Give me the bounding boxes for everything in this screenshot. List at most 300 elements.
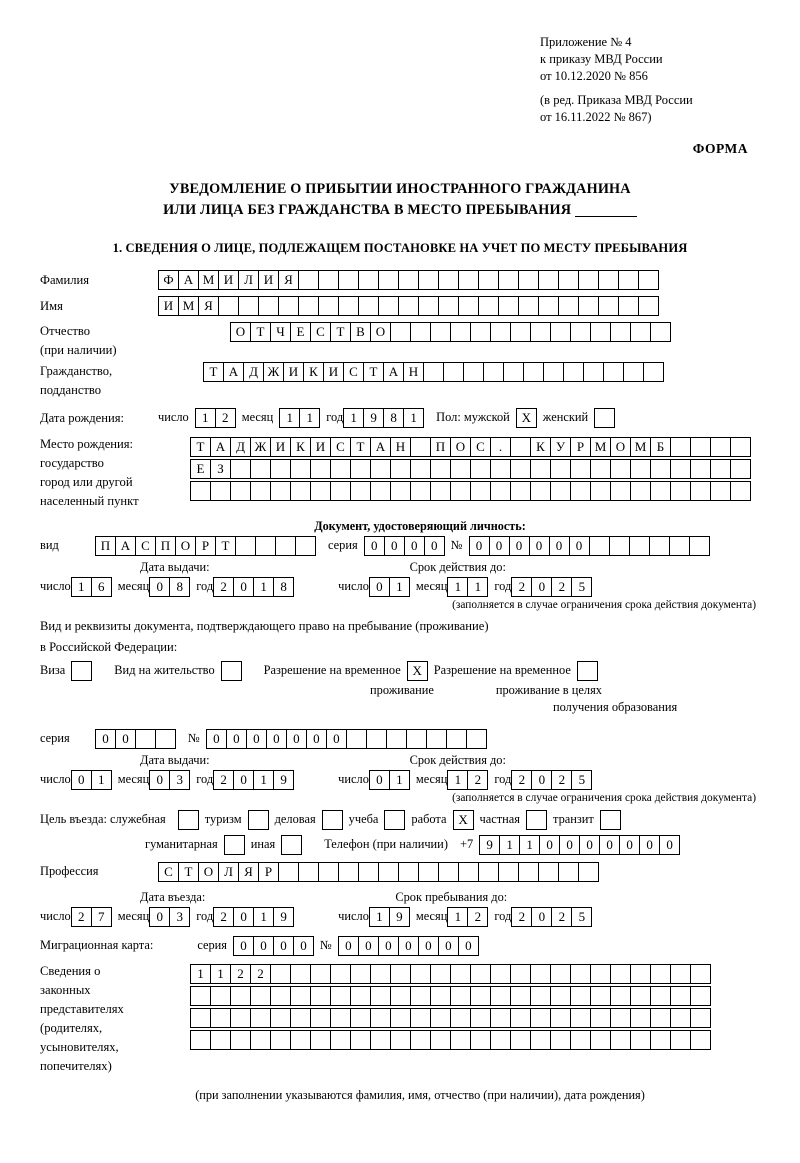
cell[interactable] [218, 296, 239, 316]
cell[interactable] [490, 481, 511, 501]
cell[interactable]: М [198, 270, 219, 290]
cell[interactable]: 2 [213, 907, 234, 927]
cell[interactable]: М [590, 437, 611, 457]
cell[interactable] [290, 986, 311, 1006]
cell[interactable]: 2 [551, 907, 572, 927]
cell[interactable] [450, 1008, 471, 1028]
cell[interactable]: О [175, 536, 196, 556]
cell[interactable] [330, 1030, 351, 1050]
cell[interactable] [490, 1008, 511, 1028]
cell[interactable] [318, 296, 339, 316]
cell[interactable]: Ч [270, 322, 291, 342]
stay-doc-series-input[interactable] [95, 729, 176, 749]
cell[interactable] [398, 862, 419, 882]
cell[interactable] [370, 964, 391, 984]
cell[interactable]: 2 [213, 577, 234, 597]
cell[interactable] [530, 1030, 551, 1050]
cell[interactable]: 0 [549, 536, 570, 556]
cell[interactable] [446, 729, 467, 749]
identity-valid-day-input[interactable] [369, 577, 410, 597]
cell[interactable] [518, 270, 539, 290]
cell[interactable] [358, 296, 379, 316]
cell[interactable]: Я [238, 862, 259, 882]
cell[interactable]: О [198, 862, 219, 882]
cell[interactable] [550, 964, 571, 984]
cell[interactable]: 0 [531, 907, 552, 927]
cell[interactable]: У [550, 437, 571, 457]
cell[interactable]: О [610, 437, 631, 457]
legal-rep-input-row-1[interactable] [190, 964, 711, 984]
legal-rep-input-row-3[interactable] [190, 1008, 711, 1028]
cell[interactable]: 2 [71, 907, 92, 927]
cell[interactable] [490, 322, 511, 342]
cell[interactable]: З [210, 459, 231, 479]
cell[interactable]: 2 [467, 770, 488, 790]
cell[interactable] [378, 270, 399, 290]
cell[interactable]: С [330, 437, 351, 457]
cell[interactable] [330, 986, 351, 1006]
cell[interactable]: Т [350, 437, 371, 457]
cell[interactable]: 0 [489, 536, 510, 556]
legal-rep-input-row-2[interactable] [190, 986, 711, 1006]
cell[interactable] [530, 459, 551, 479]
cell[interactable]: П [155, 536, 176, 556]
cell[interactable]: С [310, 322, 331, 342]
cell[interactable] [235, 536, 256, 556]
cell[interactable]: 0 [418, 936, 439, 956]
cell[interactable] [230, 459, 251, 479]
cell[interactable] [310, 459, 331, 479]
cell[interactable] [610, 964, 631, 984]
cell[interactable] [443, 362, 464, 382]
cell[interactable] [538, 296, 559, 316]
cell[interactable]: И [270, 437, 291, 457]
cell[interactable] [370, 986, 391, 1006]
purpose-transit-checkbox[interactable] [600, 810, 621, 830]
cell[interactable] [410, 459, 431, 479]
cell[interactable] [690, 986, 711, 1006]
cell[interactable]: 1 [389, 770, 410, 790]
cell[interactable] [330, 1008, 351, 1028]
purpose-study-checkbox[interactable] [384, 810, 405, 830]
cell[interactable] [295, 536, 316, 556]
cell[interactable] [650, 481, 671, 501]
birthplace-input-row-3[interactable] [190, 481, 751, 501]
cell[interactable]: 0 [326, 729, 347, 749]
cell[interactable] [390, 986, 411, 1006]
birthdate-year-input[interactable] [343, 408, 424, 428]
cell[interactable]: Д [243, 362, 264, 382]
cell[interactable] [483, 362, 504, 382]
cell[interactable] [618, 296, 639, 316]
cell[interactable] [518, 862, 539, 882]
cell[interactable]: 0 [569, 536, 590, 556]
cell[interactable]: О [450, 437, 471, 457]
purpose-private-checkbox[interactable] [526, 810, 547, 830]
cell[interactable] [570, 322, 591, 342]
cell[interactable] [230, 1008, 251, 1028]
cell[interactable] [450, 986, 471, 1006]
cell[interactable] [290, 964, 311, 984]
cell[interactable] [510, 437, 531, 457]
cell[interactable] [346, 729, 367, 749]
cell[interactable]: Р [570, 437, 591, 457]
cell[interactable]: Е [290, 322, 311, 342]
cell[interactable] [190, 1008, 211, 1028]
cell[interactable] [210, 1030, 231, 1050]
profession-input[interactable] [158, 862, 599, 882]
cell[interactable] [563, 362, 584, 382]
cell[interactable] [450, 481, 471, 501]
cell[interactable]: С [135, 536, 156, 556]
cell[interactable]: 2 [467, 907, 488, 927]
cell[interactable] [470, 1008, 491, 1028]
cell[interactable] [670, 964, 691, 984]
cell[interactable] [250, 986, 271, 1006]
cell[interactable]: 2 [551, 770, 572, 790]
cell[interactable]: М [178, 296, 199, 316]
birthdate-day-input[interactable] [195, 408, 236, 428]
patronymic-input[interactable] [230, 322, 671, 342]
temp-residence-checkbox[interactable]: X [407, 661, 428, 681]
cell[interactable] [290, 1030, 311, 1050]
cell[interactable]: 0 [529, 536, 550, 556]
cell[interactable] [630, 986, 651, 1006]
cell[interactable] [458, 296, 479, 316]
cell[interactable] [310, 1030, 331, 1050]
cell[interactable]: 0 [378, 936, 399, 956]
cell[interactable]: Я [278, 270, 299, 290]
cell[interactable] [155, 729, 176, 749]
cell[interactable] [670, 437, 691, 457]
cell[interactable] [590, 459, 611, 479]
cell[interactable] [370, 481, 391, 501]
cell[interactable] [590, 964, 611, 984]
cell[interactable] [270, 986, 291, 1006]
purpose-official-checkbox[interactable] [178, 810, 199, 830]
cell[interactable]: 1 [519, 835, 540, 855]
cell[interactable] [350, 1008, 371, 1028]
identity-issue-year-input[interactable] [213, 577, 294, 597]
cell[interactable] [270, 1030, 291, 1050]
cell[interactable] [598, 270, 619, 290]
cell[interactable]: И [158, 296, 179, 316]
cell[interactable] [470, 1030, 491, 1050]
cell[interactable]: Р [258, 862, 279, 882]
cell[interactable] [530, 1008, 551, 1028]
cell[interactable] [669, 536, 690, 556]
cell[interactable]: 8 [169, 577, 190, 597]
cell[interactable] [498, 862, 519, 882]
cell[interactable] [390, 1008, 411, 1028]
cell[interactable] [490, 986, 511, 1006]
sex-male-checkbox[interactable]: X [516, 408, 537, 428]
cell[interactable] [230, 986, 251, 1006]
cell[interactable]: 1 [369, 907, 390, 927]
cell[interactable] [650, 459, 671, 479]
purpose-tourism-checkbox[interactable] [248, 810, 269, 830]
cell[interactable] [430, 1030, 451, 1050]
cell[interactable] [670, 1008, 691, 1028]
cell[interactable] [366, 729, 387, 749]
migration-card-series-input[interactable] [233, 936, 314, 956]
cell[interactable] [730, 459, 751, 479]
cell[interactable]: 1 [71, 577, 92, 597]
cell[interactable]: Т [215, 536, 236, 556]
cell[interactable]: 1 [447, 577, 468, 597]
cell[interactable]: 0 [369, 770, 390, 790]
cell[interactable]: 6 [91, 577, 112, 597]
cell[interactable]: Р [195, 536, 216, 556]
cell[interactable] [210, 1008, 231, 1028]
cell[interactable] [610, 986, 631, 1006]
cell[interactable] [470, 481, 491, 501]
cell[interactable]: П [95, 536, 116, 556]
cell[interactable]: 0 [233, 907, 254, 927]
cell[interactable] [338, 862, 359, 882]
cell[interactable] [450, 1030, 471, 1050]
cell[interactable] [418, 270, 439, 290]
cell[interactable] [450, 322, 471, 342]
cell[interactable] [390, 459, 411, 479]
cell[interactable] [570, 459, 591, 479]
cell[interactable] [390, 964, 411, 984]
cell[interactable]: 0 [639, 835, 660, 855]
cell[interactable] [558, 296, 579, 316]
cell[interactable]: 1 [279, 408, 300, 428]
cell[interactable] [590, 322, 611, 342]
cell[interactable] [270, 459, 291, 479]
identity-issue-month-input[interactable] [149, 577, 190, 597]
cell[interactable] [570, 964, 591, 984]
cell[interactable] [530, 986, 551, 1006]
cell[interactable] [398, 296, 419, 316]
cell[interactable] [510, 1030, 531, 1050]
purpose-humanitarian-checkbox[interactable] [224, 835, 245, 855]
cell[interactable] [290, 459, 311, 479]
cell[interactable] [670, 1030, 691, 1050]
cell[interactable] [710, 459, 731, 479]
cell[interactable]: 0 [531, 770, 552, 790]
cell[interactable]: Т [178, 862, 199, 882]
cell[interactable]: А [370, 437, 391, 457]
cell[interactable] [390, 481, 411, 501]
cell[interactable] [450, 964, 471, 984]
phone-input[interactable] [479, 835, 680, 855]
cell[interactable] [690, 964, 711, 984]
cell[interactable]: 9 [479, 835, 500, 855]
cell[interactable] [258, 296, 279, 316]
cell[interactable] [670, 459, 691, 479]
name-input[interactable] [158, 296, 659, 316]
cell[interactable] [350, 1030, 371, 1050]
cell[interactable] [418, 862, 439, 882]
cell[interactable]: 0 [206, 729, 227, 749]
cell[interactable]: П [430, 437, 451, 457]
identity-doc-number-input[interactable] [469, 536, 710, 556]
cell[interactable]: А [210, 437, 231, 457]
cell[interactable] [250, 1030, 271, 1050]
cell[interactable] [638, 296, 659, 316]
migration-card-number-input[interactable] [338, 936, 479, 956]
cell[interactable] [490, 1030, 511, 1050]
cell[interactable]: 1 [343, 408, 364, 428]
cell[interactable] [510, 1008, 531, 1028]
cell[interactable] [410, 986, 431, 1006]
cell[interactable] [570, 481, 591, 501]
cell[interactable] [390, 1030, 411, 1050]
cell[interactable] [278, 296, 299, 316]
cell[interactable]: 1 [499, 835, 520, 855]
cell[interactable]: 0 [358, 936, 379, 956]
cell[interactable]: 3 [169, 770, 190, 790]
identity-valid-month-input[interactable] [447, 577, 488, 597]
cell[interactable] [190, 481, 211, 501]
cell[interactable] [630, 964, 651, 984]
cell[interactable]: О [370, 322, 391, 342]
visa-checkbox[interactable] [71, 661, 92, 681]
stay-doc-number-input[interactable] [206, 729, 487, 749]
cell[interactable] [690, 1030, 711, 1050]
cell[interactable] [386, 729, 407, 749]
cell[interactable] [250, 1008, 271, 1028]
cell[interactable] [358, 862, 379, 882]
cell[interactable]: 0 [273, 936, 294, 956]
stay-issue-year-input[interactable] [213, 770, 294, 790]
cell[interactable]: 0 [95, 729, 116, 749]
cell[interactable] [498, 270, 519, 290]
cell[interactable] [630, 481, 651, 501]
cell[interactable]: И [310, 437, 331, 457]
cell[interactable] [478, 270, 499, 290]
cell[interactable] [410, 1030, 431, 1050]
cell[interactable] [458, 270, 479, 290]
cell[interactable]: 0 [509, 536, 530, 556]
cell[interactable] [350, 459, 371, 479]
cell[interactable]: Ж [263, 362, 284, 382]
cell[interactable]: 1 [389, 577, 410, 597]
cell[interactable]: 0 [246, 729, 267, 749]
cell[interactable] [630, 1008, 651, 1028]
cell[interactable] [270, 481, 291, 501]
cell[interactable]: 8 [273, 577, 294, 597]
cell[interactable]: 0 [659, 835, 680, 855]
cell[interactable]: 0 [306, 729, 327, 749]
cell[interactable] [350, 986, 371, 1006]
cell[interactable]: 0 [233, 577, 254, 597]
cell[interactable]: 0 [253, 936, 274, 956]
cell[interactable] [410, 481, 431, 501]
cell[interactable] [310, 481, 331, 501]
cell[interactable]: Н [403, 362, 424, 382]
cell[interactable] [430, 964, 451, 984]
purpose-work-checkbox[interactable]: X [453, 810, 474, 830]
cell[interactable]: 0 [369, 577, 390, 597]
cell[interactable] [318, 862, 339, 882]
cell[interactable] [570, 986, 591, 1006]
cell[interactable] [550, 322, 571, 342]
cell[interactable] [538, 270, 559, 290]
cell[interactable] [390, 322, 411, 342]
cell[interactable]: 0 [286, 729, 307, 749]
cell[interactable]: Т [363, 362, 384, 382]
cell[interactable]: 0 [149, 907, 170, 927]
cell[interactable]: 1 [467, 577, 488, 597]
cell[interactable]: 0 [384, 536, 405, 556]
cell[interactable] [450, 459, 471, 479]
cell[interactable]: 0 [599, 835, 620, 855]
cell[interactable] [650, 964, 671, 984]
cell[interactable] [623, 362, 644, 382]
cell[interactable] [590, 481, 611, 501]
cell[interactable] [550, 481, 571, 501]
cell[interactable]: О [230, 322, 251, 342]
cell[interactable]: 1 [253, 770, 274, 790]
cell[interactable]: С [343, 362, 364, 382]
cell[interactable]: 1 [447, 907, 468, 927]
cell[interactable]: 1 [253, 577, 274, 597]
cell[interactable]: 0 [619, 835, 640, 855]
cell[interactable] [530, 481, 551, 501]
cell[interactable] [270, 1008, 291, 1028]
cell[interactable] [275, 536, 296, 556]
cell[interactable]: Л [238, 270, 259, 290]
cell[interactable] [470, 964, 491, 984]
cell[interactable] [490, 964, 511, 984]
cell[interactable] [318, 270, 339, 290]
cell[interactable] [550, 986, 571, 1006]
cell[interactable]: 0 [293, 936, 314, 956]
identity-valid-year-input[interactable] [511, 577, 592, 597]
cell[interactable] [278, 862, 299, 882]
cell[interactable]: М [630, 437, 651, 457]
cell[interactable]: Д [230, 437, 251, 457]
cell[interactable] [510, 964, 531, 984]
cell[interactable] [558, 270, 579, 290]
cell[interactable]: Я [198, 296, 219, 316]
cell[interactable] [430, 481, 451, 501]
cell[interactable] [618, 270, 639, 290]
stay-valid-year-input[interactable] [511, 770, 592, 790]
cell[interactable] [430, 986, 451, 1006]
cell[interactable]: Т [330, 322, 351, 342]
cell[interactable] [338, 270, 359, 290]
cell[interactable] [230, 481, 251, 501]
cell[interactable]: 0 [438, 936, 459, 956]
cell[interactable] [638, 270, 659, 290]
cell[interactable]: К [290, 437, 311, 457]
cell[interactable]: 3 [169, 907, 190, 927]
cell[interactable] [503, 362, 524, 382]
birthdate-month-input[interactable] [279, 408, 320, 428]
cell[interactable]: 2 [511, 577, 532, 597]
cell[interactable] [550, 459, 571, 479]
cell[interactable]: И [258, 270, 279, 290]
cell[interactable]: 2 [215, 408, 236, 428]
cell[interactable] [630, 322, 651, 342]
cell[interactable]: 0 [469, 536, 490, 556]
cell[interactable] [498, 296, 519, 316]
cell[interactable] [438, 296, 459, 316]
cell[interactable] [610, 481, 631, 501]
cell[interactable]: Е [190, 459, 211, 479]
cell[interactable]: 0 [424, 536, 445, 556]
cell[interactable] [330, 459, 351, 479]
cell[interactable]: С [158, 862, 179, 882]
cell[interactable] [630, 1030, 651, 1050]
cell[interactable]: 0 [404, 536, 425, 556]
identity-doc-kind-input[interactable] [95, 536, 316, 556]
